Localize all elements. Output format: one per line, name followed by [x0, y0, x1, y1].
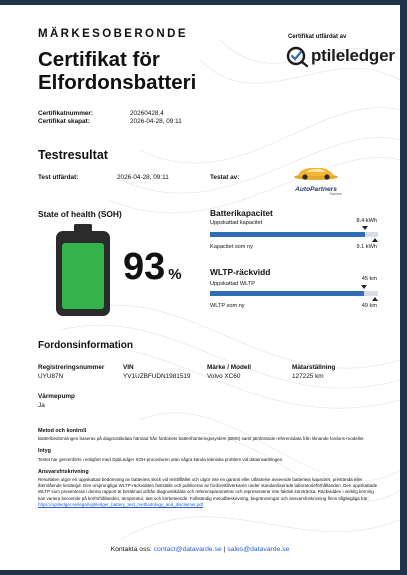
test-issued-value: 2026-04-28, 09:11 — [117, 174, 169, 181]
cert-created-row — [38, 118, 182, 125]
optiledger-logo-icon — [286, 44, 310, 68]
capacity-new-value: 9.1 kWh — [356, 244, 377, 250]
wltp-bar — [210, 291, 378, 296]
soh-value: 93 — [123, 246, 166, 288]
disclaimer-body — [38, 477, 380, 508]
battery-icon — [53, 222, 113, 318]
autopartners-logo-subtext: Sweden — [329, 192, 342, 196]
contact-email-link[interactable]: contact@datavarde.se — [153, 546, 222, 553]
cert-section-text: Testet har genomförts i enlighet med OptiLedger SOH-proceduren utan några kända tekniska problem vid datainsamlingen. — [38, 456, 284, 462]
capacity-bar-fill — [210, 232, 365, 237]
certificate-title — [38, 48, 196, 94]
cert-created-label: Certifikat skapat: — [38, 118, 90, 125]
issuer-label: Certifikat utfärdat av — [288, 34, 347, 40]
cert-created-value: 2026-04-28, 09:11 — [130, 118, 182, 125]
make-value: Volvo XC60 — [207, 373, 241, 380]
wltp-new-value: 49 km — [361, 303, 377, 309]
results-heading: Testresultat — [38, 148, 108, 162]
autopartners-logo — [290, 164, 342, 196]
make-label: Märke / Modell — [207, 364, 252, 371]
sales-email-link[interactable]: sales@datavarde.se — [227, 546, 290, 553]
soh-heading: State of health (SOH) — [38, 209, 122, 219]
cert-number-row — [38, 110, 164, 117]
disclaimer-title: Ansvarsfriskrivning — [38, 468, 89, 475]
vin-value: YV1UZBFUDN1981519 — [123, 373, 191, 380]
footer-contact — [0, 546, 400, 553]
car-icon — [290, 164, 342, 182]
wltp-bar-fill — [210, 291, 364, 296]
capacity-new-label: Kapacitet som ny — [210, 244, 253, 250]
footer-separator: | — [223, 546, 226, 553]
capacity-new-marker — [372, 238, 378, 242]
disclaimer-text: Resultaten utgör en uppskattad bedömning av batteriets skick vid testtillfället och utgör inte en garanti eller utfästelse avseende batteriets kapacitet, prestanda eller återstående livslängd. Den ursprungliga WLTP-räckvidden fastställs och publiceras av fordonstillverkaren under standardiserade laboratorieförhållanden. Den uppskattade WLTP som presenteras i denna rapport är beräknad utifrån diagnostikdata och referensparametrar och representerar inte faktisk körsträcka. Räckvidden i verklig körning kan variera beroende på körförhållanden, temperatur, last och körbeteende. Fullständig metodbeskrivning, begränsningar och ansvarsfriskrivning finns tillgängliga här: — [38, 477, 378, 501]
cert-section-title: Intyg — [38, 448, 51, 455]
wltp-new-marker — [372, 297, 378, 301]
capacity-measured-marker — [362, 226, 368, 230]
vehicle-heading: Fordonsinformation — [38, 340, 133, 351]
odometer-value: 127225 km — [292, 373, 324, 380]
wltp-measured-marker — [361, 285, 367, 289]
soh-readout — [123, 246, 182, 289]
capacity-measured-value: 8.4 kWh — [356, 218, 377, 224]
heatpump-value: Ja — [38, 402, 45, 409]
cert-number-label: Certifikatnummer: — [38, 110, 94, 117]
autopartners-logo-text: AutoPartners — [295, 186, 337, 193]
optiledger-logo-text: ptileledger — [311, 46, 395, 65]
capacity-heading: Batterikapacitet — [210, 208, 273, 218]
heatpump-label: Värmepump — [38, 393, 75, 400]
wltp-measured-value: 45 km — [361, 276, 377, 282]
disclaimer-link[interactable]: https://optiledger.se/legal/optiledger_battery_test_methodology_and_disclaimer.pdf — [38, 501, 204, 507]
wltp-new-label: WLTP som ny — [210, 303, 245, 309]
tested-by-label: Testat av: — [210, 174, 240, 181]
method-title: Metod och kontroll — [38, 428, 87, 434]
certificate-kicker: MÄRKESOBERONDE — [38, 28, 188, 40]
capacity-bar — [210, 232, 378, 237]
odometer-label: Mätarställning — [292, 364, 336, 371]
test-issued-label: Test utfärdat: — [38, 174, 79, 181]
optiledger-logo — [286, 44, 395, 68]
cert-number-value: 20260428.4 — [130, 110, 164, 117]
wltp-heading: WLTP-räckvidd — [210, 267, 271, 277]
vin-label: VIN — [123, 364, 134, 371]
title-line-2: Elfordonsbatteri — [38, 71, 197, 94]
reg-label: Registreringsnummer — [38, 364, 105, 371]
method-text: Batteribedömningen baseras på diagnostikdata hämtad från fordonets batterihanteringssystem (BMS) samt jämförande referensdata från liknande fordons-modeller. — [38, 436, 365, 442]
wltp-measured-label: Uppskattad WLTP — [210, 281, 255, 287]
reg-value: UYU87N — [38, 373, 64, 380]
soh-unit: % — [168, 266, 182, 283]
legal-sections — [38, 428, 380, 508]
contact-label: Kontakta oss: — [110, 546, 152, 553]
title-line-1: Certifikat för — [38, 48, 160, 71]
bottom-accent-bar — [0, 570, 407, 575]
capacity-measured-label: Uppskattad kapacitet — [210, 220, 263, 226]
